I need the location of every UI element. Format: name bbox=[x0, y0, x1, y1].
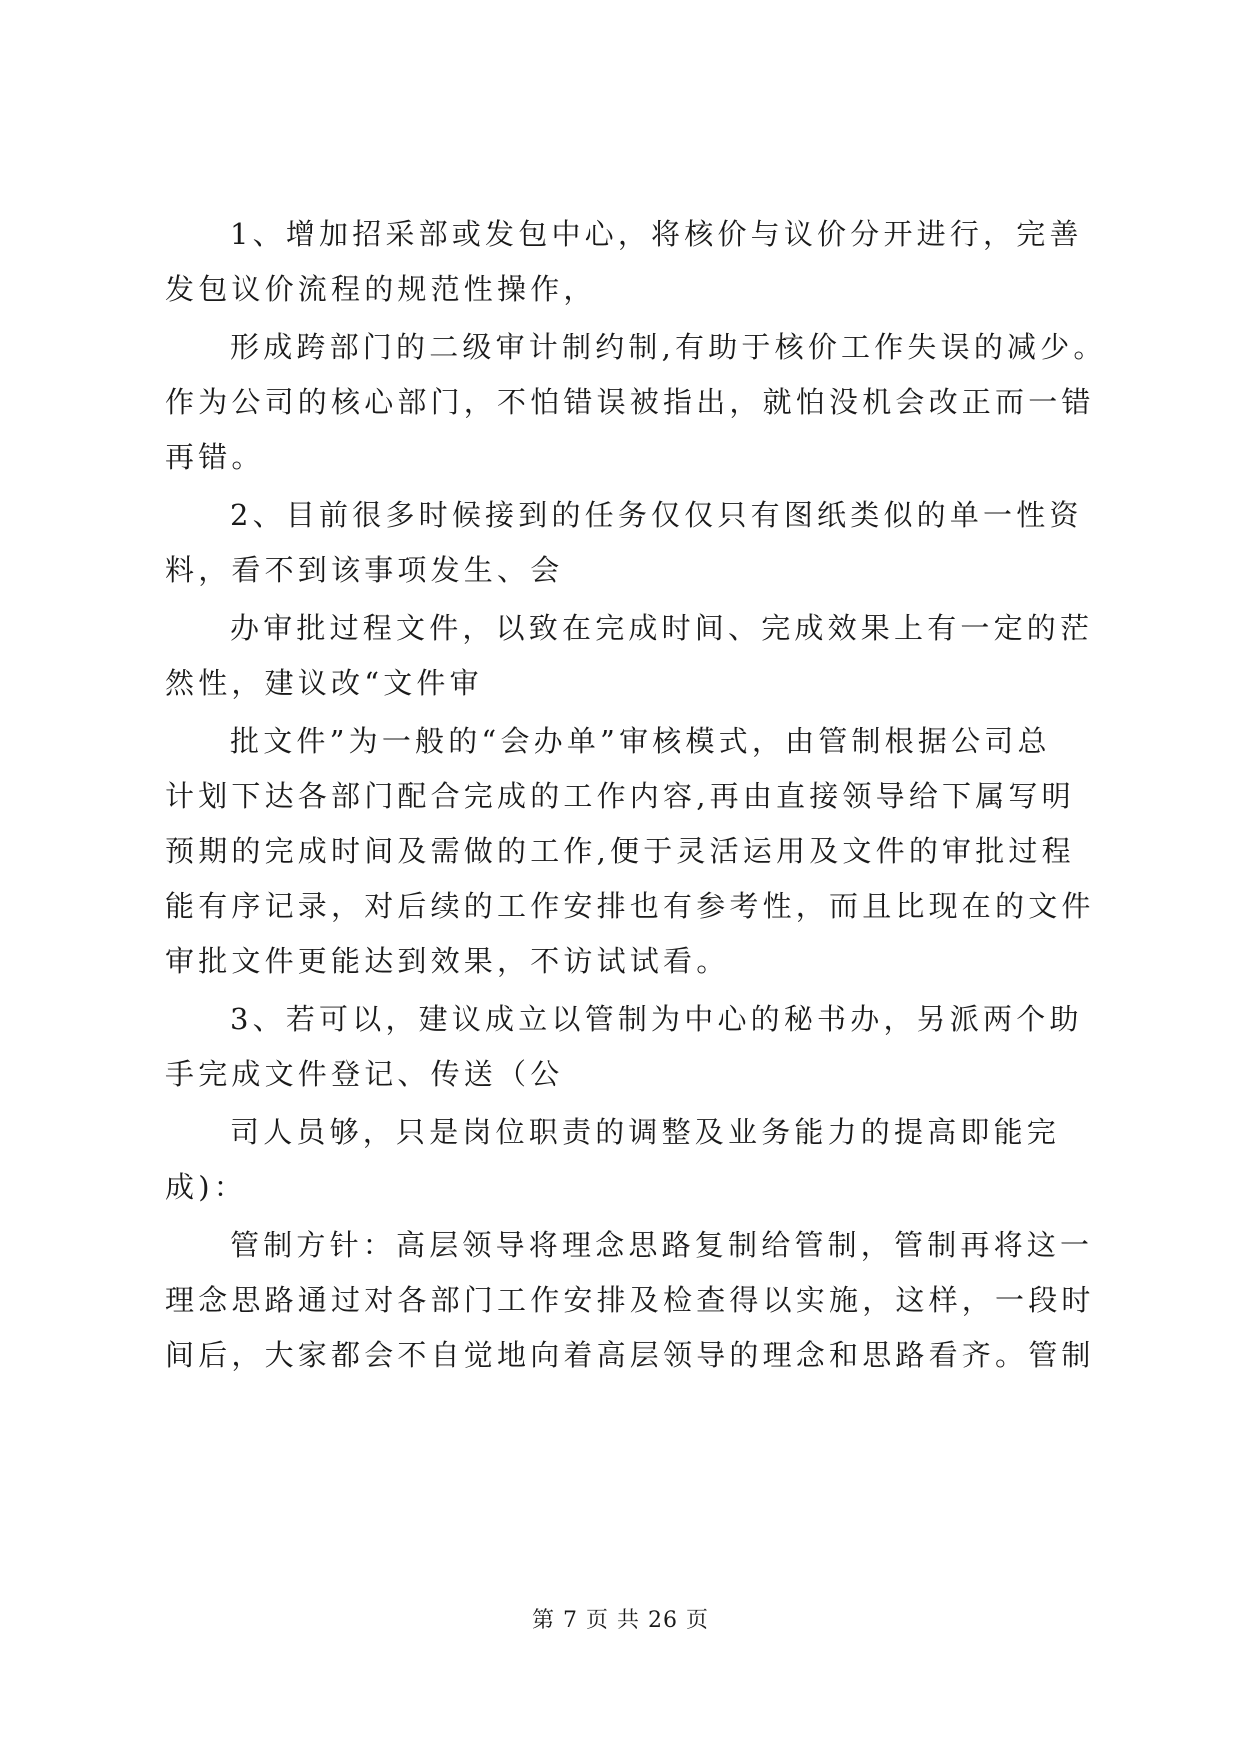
body-line: 审批文件更能达到效果，不访试试看。 bbox=[165, 944, 730, 978]
body-line: 间后，大家都会不自觉地向着高层领导的理念和思路看齐。管制 bbox=[165, 1338, 1095, 1372]
body-line: 1、增加招采部或发包中心，将核价与议价分开进行，完善 bbox=[230, 217, 1083, 251]
body-line: 3、若可以，建议成立以管制为中心的秘书办，另派两个助 bbox=[230, 1002, 1083, 1036]
body-line: 作为公司的核心部门，不怕错误被指出，就怕没机会改正而一错 bbox=[165, 385, 1095, 419]
body-line: 发包议价流程的规范性操作， bbox=[165, 272, 597, 306]
body-line: 再错。 bbox=[165, 440, 265, 474]
body-line: 形成跨部门的二级审计制约制,有助于核价工作失误的减少。 bbox=[230, 330, 1107, 364]
body-line: 2、目前很多时候接到的任务仅仅只有图纸类似的单一性资 bbox=[230, 498, 1083, 532]
body-line: 料，看不到该事项发生、会 bbox=[165, 553, 564, 587]
body-line: 计划下达各部门配合完成的工作内容,再由直接领导给下属写明 bbox=[165, 779, 1075, 813]
body-line: 成)： bbox=[165, 1170, 247, 1204]
body-line: 办审批过程文件，以致在完成时间、完成效果上有一定的茫 bbox=[230, 611, 1094, 645]
body-line: 理念思路通过对各部门工作安排及检查得以实施，这样，一段时 bbox=[165, 1283, 1095, 1317]
body-line: 预期的完成时间及需做的工作,便于灵活运用及文件的审批过程 bbox=[165, 834, 1075, 868]
body-line: 手完成文件登记、传送（公 bbox=[165, 1057, 564, 1091]
body-line: 批文件”为一般的“会办单”审核模式，由管制根据公司总 bbox=[230, 724, 1051, 758]
body-line: 管制方针：高层领导将理念思路复制给管制，管制再将这一 bbox=[230, 1228, 1094, 1262]
body-line: 然性，建议改“文件审 bbox=[165, 666, 483, 700]
body-line: 司人员够，只是岗位职责的调整及业务能力的提高即能完 bbox=[230, 1115, 1061, 1149]
page-number-footer: 第 7 页 共 26 页 bbox=[532, 1608, 709, 1633]
body-line: 能有序记录，对后续的工作安排也有参考性，而且比现在的文件 bbox=[165, 889, 1095, 923]
